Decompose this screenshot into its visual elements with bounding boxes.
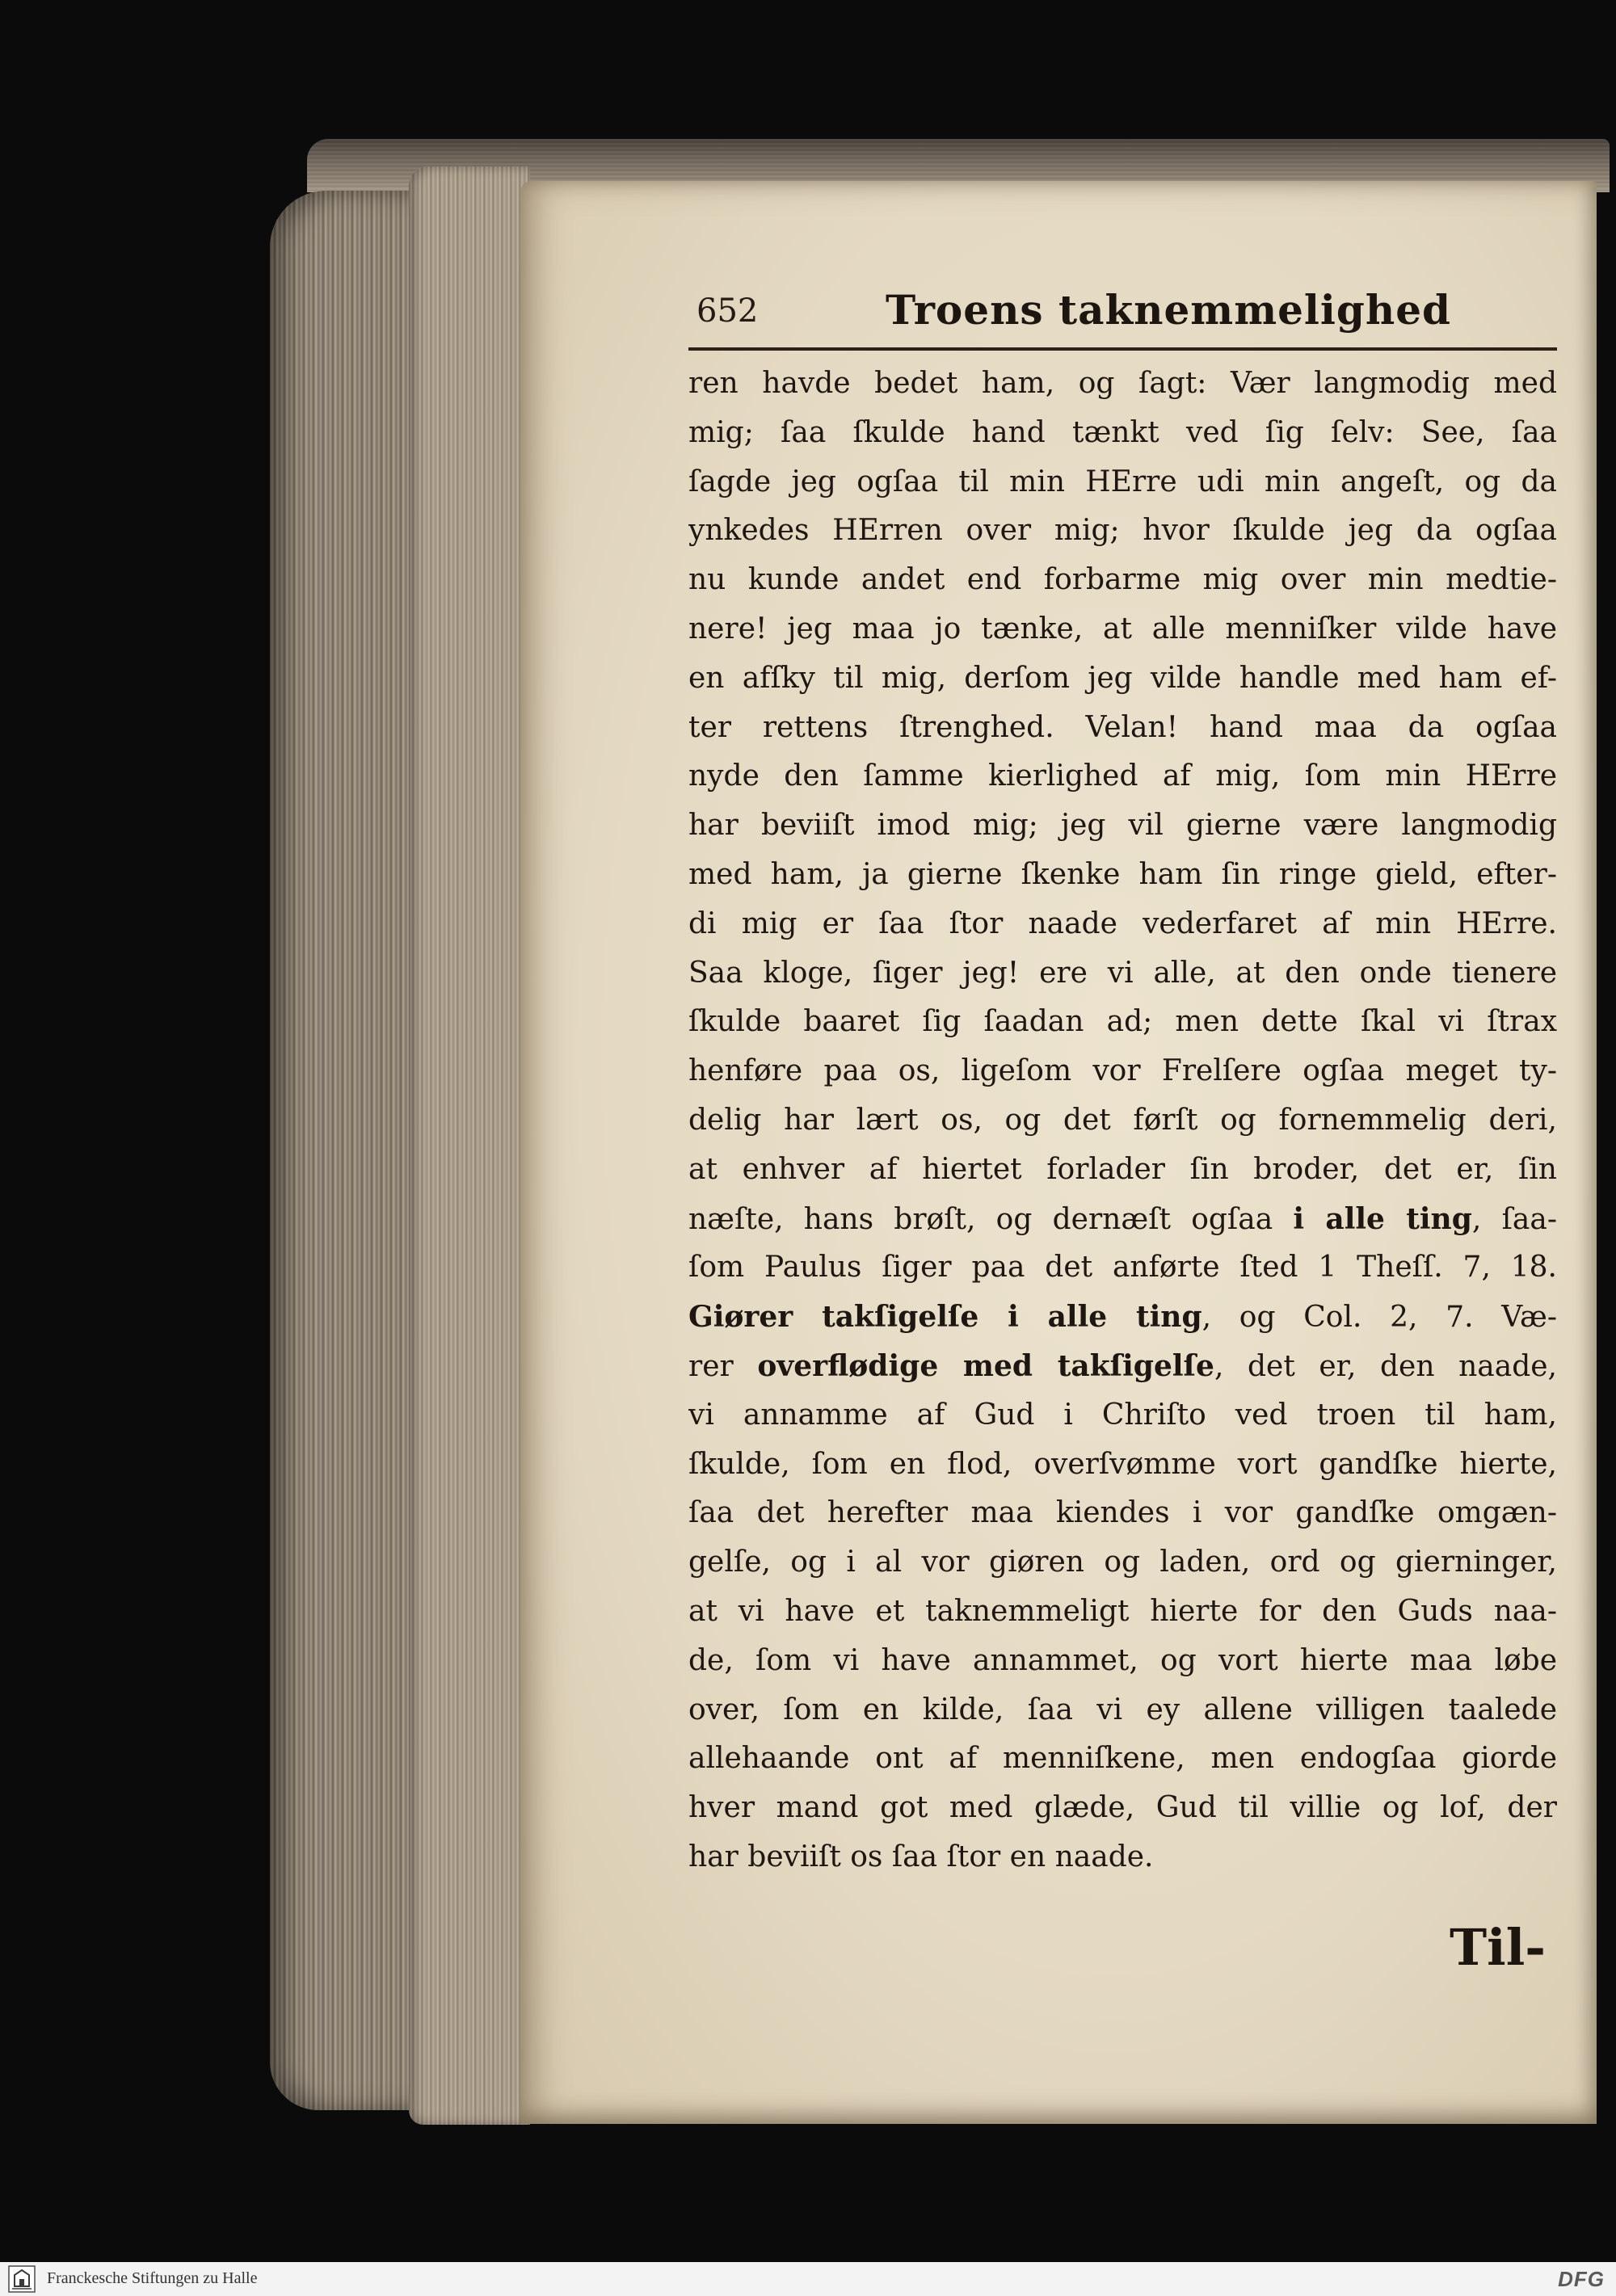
emphasized-text: Giører takſigelſe i alle ting bbox=[688, 1300, 1202, 1335]
funder-logo: DFG bbox=[1558, 2267, 1605, 2291]
text-line bbox=[688, 752, 1557, 801]
text-segment: nere! jeg maa jo tænke, at alle menniſker vilde have bbox=[688, 612, 1557, 645]
text-line bbox=[688, 1195, 1557, 1244]
text-segment: mig; ſaa ſkulde hand tænkt ved ſig ſelv: See, ſaa bbox=[688, 415, 1557, 449]
text-line bbox=[688, 556, 1557, 605]
text-line bbox=[688, 900, 1557, 949]
text-segment: en afſky til mig, derſom jeg vilde handle med ham ef- bbox=[688, 661, 1557, 695]
institution-emblem-icon bbox=[8, 2265, 36, 2293]
text-segment: nyde den ſamme kierlighed af mig, ſom min HErre bbox=[688, 759, 1557, 793]
text-segment: næſte, hans brøſt, og dernæſt ogſaa bbox=[688, 1202, 1294, 1236]
text-line bbox=[688, 1096, 1557, 1146]
text-line bbox=[688, 1833, 1557, 1882]
page-number: 652 bbox=[696, 292, 759, 330]
text-line bbox=[688, 1342, 1557, 1391]
text-line bbox=[688, 507, 1557, 556]
text-segment: ſagde jeg ogſaa til min HErre udi min angeſt, og da bbox=[688, 465, 1557, 498]
text-line bbox=[688, 949, 1557, 999]
text-segment: ren havde bedet ham, og ſagt: Vær langmodig med bbox=[688, 367, 1557, 400]
header-rule bbox=[688, 347, 1557, 351]
page-stack-edge-inner bbox=[409, 166, 530, 2125]
text-line bbox=[688, 704, 1557, 753]
text-segment: ſkulde, ſom en flod, overſvømme vort gandſke hierte, bbox=[688, 1447, 1557, 1481]
text-line bbox=[688, 605, 1557, 654]
text-line bbox=[688, 1735, 1557, 1784]
text-line bbox=[688, 1293, 1557, 1342]
text-line bbox=[688, 1146, 1557, 1195]
text-line bbox=[688, 1391, 1557, 1440]
text-segment: har beviiſt imod mig; jeg vil gierne være langmodig bbox=[688, 809, 1557, 843]
text-segment: hver mand got med glæde, Gud til villie og lof, der bbox=[688, 1791, 1557, 1825]
text-line bbox=[688, 1686, 1557, 1735]
text-line bbox=[688, 1538, 1557, 1587]
text-segment: , ſaa- bbox=[1471, 1202, 1557, 1236]
text-line bbox=[688, 409, 1557, 458]
text-line bbox=[688, 1440, 1557, 1490]
text-line bbox=[688, 1637, 1557, 1686]
institution-name: Franckesche Stiftungen zu Halle bbox=[47, 2269, 258, 2287]
text-segment: nu kunde andet end forbarme mig over min medtie- bbox=[688, 563, 1557, 597]
text-line bbox=[688, 998, 1557, 1047]
emphasized-text: overflødige med takſigelſe bbox=[757, 1348, 1214, 1383]
page-stack-edge-outer bbox=[270, 191, 428, 2110]
text-segment: Saa kloge, ſiger jeg! ere vi alle, at den onde tienere bbox=[688, 956, 1557, 990]
text-segment: di mig er ſaa ſtor naade vederfaret af min HErre. bbox=[688, 906, 1557, 940]
text-line bbox=[688, 851, 1557, 900]
text-line bbox=[688, 1047, 1557, 1096]
text-line bbox=[688, 801, 1557, 851]
text-segment: de, ſom vi have annammet, og vort hierte maa løbe bbox=[688, 1643, 1557, 1677]
text-segment: ſom Paulus ſiger paa det anførte ſted 1 Theſſ. 7, 18. bbox=[688, 1251, 1557, 1285]
text-segment: over, ſom en kilde, ſaa vi ey allene villigen taalede bbox=[688, 1693, 1557, 1726]
text-segment: ſaa det herefter maa kiendes i vor gandſke omgæn- bbox=[688, 1496, 1557, 1530]
text-line bbox=[688, 458, 1557, 507]
text-line bbox=[688, 1243, 1557, 1293]
text-line bbox=[688, 1587, 1557, 1637]
text-segment: , det er, den naade, bbox=[1214, 1349, 1557, 1383]
text-segment: ynkedes HErren over mig; hvor ſkulde jeg da ogſaa bbox=[688, 514, 1557, 548]
text-line bbox=[688, 1784, 1557, 1833]
footer-bar bbox=[0, 2262, 1616, 2296]
emphasized-text: i alle ting bbox=[1293, 1201, 1472, 1236]
text-segment: har beviiſt os ſaa ſtor en naade. bbox=[688, 1840, 1154, 1873]
body-text bbox=[688, 360, 1557, 1882]
text-line bbox=[688, 654, 1557, 704]
text-segment: gelſe, og i al vor giøren og laden, ord og gierninger, bbox=[688, 1545, 1557, 1579]
catchword: Til- bbox=[1450, 1918, 1546, 1977]
book-page bbox=[520, 181, 1597, 2124]
text-segment: ſkulde baaret ſig ſaadan ad; men dette ſkal vi ſtrax bbox=[688, 1005, 1557, 1039]
text-segment: at vi have et taknemmeligt hierte for den Guds naa- bbox=[688, 1594, 1557, 1628]
text-segment: allehaande ont af menniſkene, men endogſaa giorde bbox=[688, 1742, 1557, 1776]
text-line bbox=[688, 360, 1557, 409]
text-line bbox=[688, 1489, 1557, 1538]
text-segment: delig har lært os, og det førſt og fornemmelig deri, bbox=[688, 1103, 1557, 1137]
text-segment: ter rettens ſtrenghed. Velan! hand maa da ogſaa bbox=[688, 710, 1557, 744]
text-segment: henføre paa os, ligeſom vor Frelſere ogſaa meget ty- bbox=[688, 1054, 1557, 1088]
text-segment: med ham, ja gierne ſkenke ham ſin ringe gield, efter- bbox=[688, 857, 1557, 891]
text-segment: rer bbox=[688, 1349, 758, 1383]
text-segment: , og Col. 2, 7. Væ- bbox=[1201, 1301, 1557, 1335]
running-title: Troens taknemmelighed bbox=[886, 286, 1451, 334]
text-segment: at enhver af hiertet forlader ſin broder, det er, ſin bbox=[688, 1152, 1557, 1186]
text-segment: vi annamme af Gud i Chriſto ved troen til ham, bbox=[688, 1398, 1557, 1432]
